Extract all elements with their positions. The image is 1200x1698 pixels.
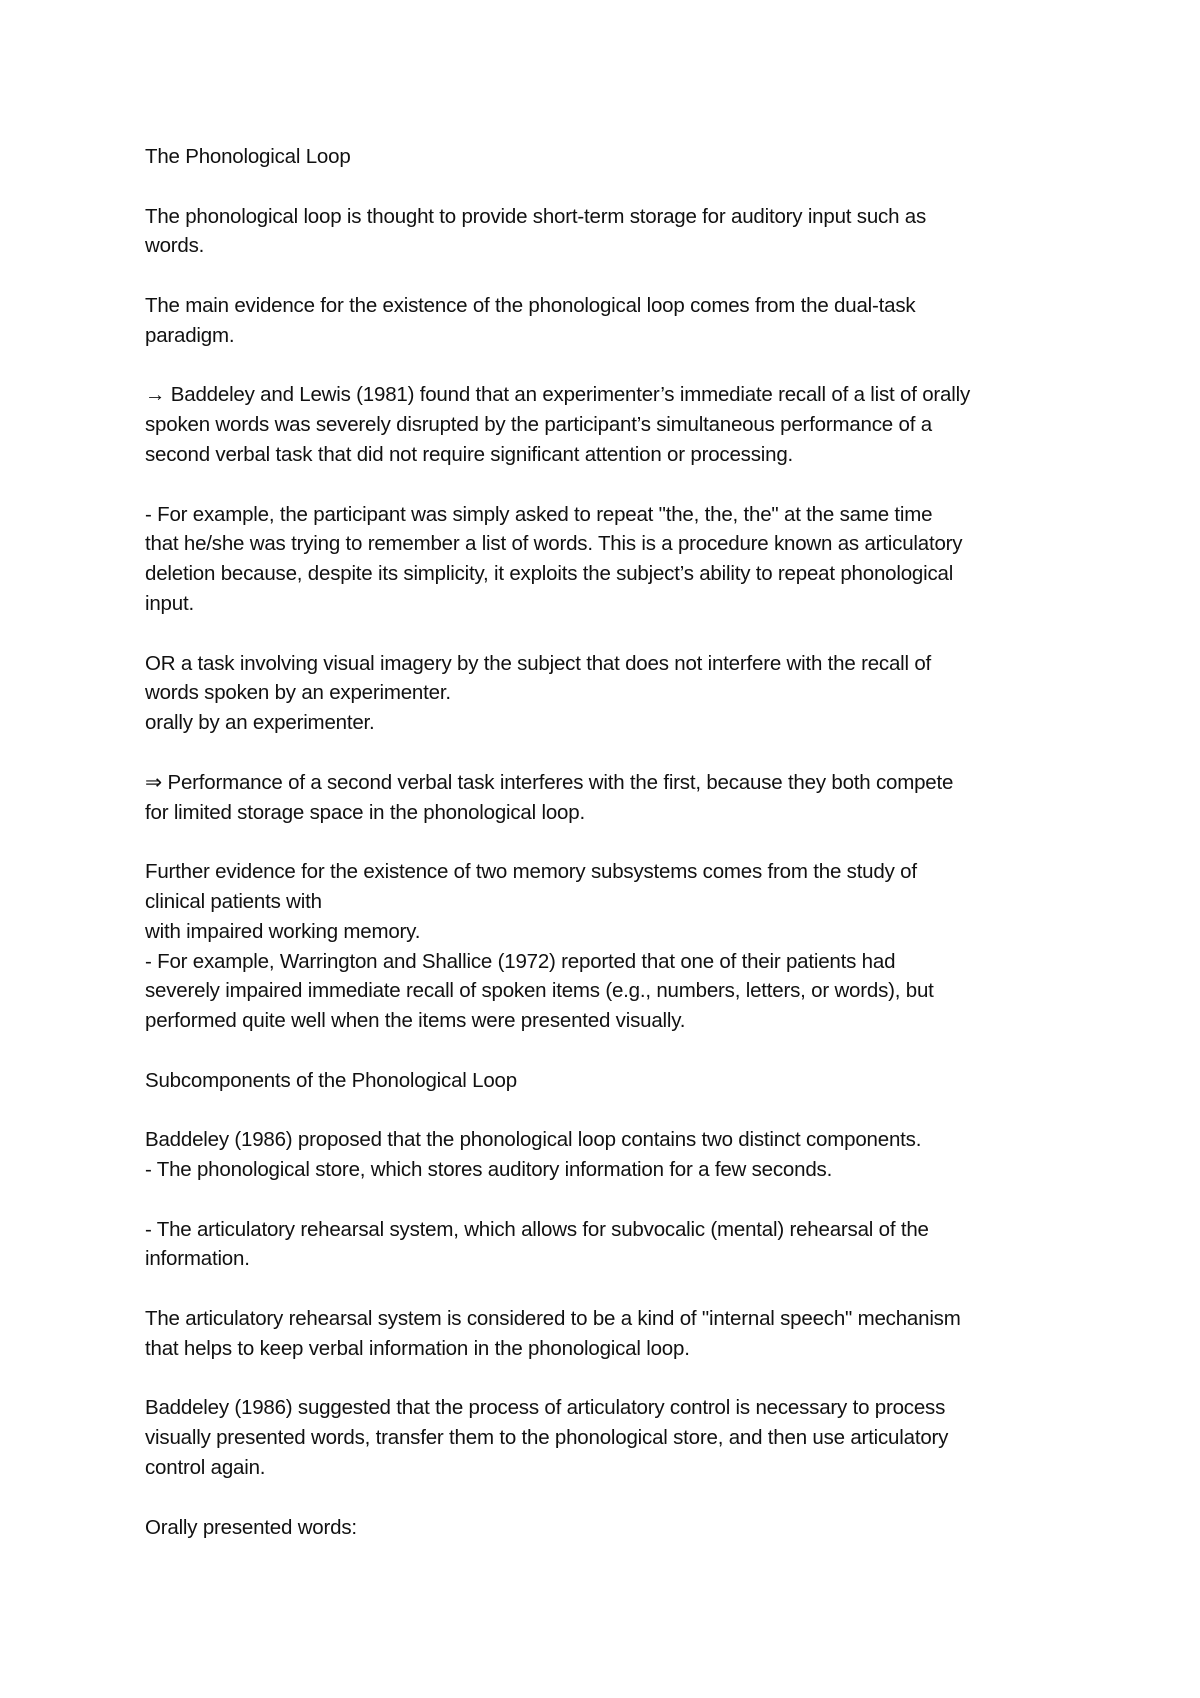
text-line: second verbal task that did not require significant attention or processing.: [145, 442, 794, 466]
text-line: spoken words was severely disrupted by the participant’s simultaneous performance of a: [145, 413, 932, 437]
document-body: [145, 142, 1075, 1542]
text-line: for limited storage space in the phonological loop.: [145, 800, 585, 824]
section-heading: Subcomponents of the Phonological Loop: [145, 1068, 517, 1092]
text-line: that he/she was trying to remember a list of words. This is a procedure known as articulatory: [145, 532, 963, 556]
text-line: - The phonological store, which stores auditory information for a few seconds.: [145, 1158, 833, 1182]
text-line: with impaired working memory.: [145, 919, 421, 943]
text-line: orally by an experimenter.: [145, 711, 375, 735]
text-line: visually presented words, transfer them to the phonological store, and then use articulatory: [145, 1426, 949, 1450]
paragraph-visual-imagery: [145, 649, 1075, 738]
paragraph-baddeley-lewis: [145, 380, 1075, 469]
paragraph-articulatory-control: [145, 1393, 1075, 1482]
paragraph-gap: [145, 351, 1075, 381]
text-line: Baddeley (1986) proposed that the phonological loop contains two distinct components.: [145, 1128, 922, 1152]
text-line: - The articulatory rehearsal system, which allows for subvocalic (mental) rehearsal of the: [145, 1217, 929, 1241]
paragraph-gap: [145, 1364, 1075, 1394]
text-line: information.: [145, 1247, 250, 1271]
text-line: OR a task involving visual imagery by the subject that does not interfere with the recall of: [145, 651, 932, 675]
text-line: - For example, the participant was simply asked to repeat "the, the, the" at the same time: [145, 502, 933, 526]
text-line: The phonological loop is thought to provide short-term storage for auditory input such as: [145, 204, 927, 228]
text-line: that helps to keep verbal information in the phonological loop.: [145, 1336, 690, 1360]
text-line: paradigm.: [145, 323, 235, 347]
paragraph-main-evidence: [145, 291, 1075, 351]
paragraph-gap: [145, 1185, 1075, 1215]
paragraph-gap: [145, 738, 1075, 768]
paragraph-gap: [145, 470, 1075, 500]
text-line: deletion because, despite its simplicity, it exploits the subject’s ability to repeat phonological: [145, 562, 954, 586]
paragraph-definition: [145, 202, 1075, 262]
text-line: ⇒ Performance of a second verbal task interferes with the first, because they both compete: [145, 770, 954, 794]
text-line: → Baddeley and Lewis (1981) found that an experimenter’s immediate recall of a list of orally: [145, 383, 971, 407]
paragraph-gap: [145, 1483, 1075, 1513]
paragraph-gap: [145, 827, 1075, 857]
paragraph-rehearsal-system: [145, 1215, 1075, 1275]
paragraph-internal-speech: [145, 1304, 1075, 1364]
text-line: words spoken by an experimenter.: [145, 681, 451, 705]
text-line: The articulatory rehearsal system is considered to be a kind of "internal speech" mechanism: [145, 1307, 961, 1331]
paragraph-gap: [145, 1274, 1075, 1304]
text-line: - For example, Warrington and Shallice (1972) reported that one of their patients had: [145, 949, 896, 973]
paragraph-conclusion: [145, 768, 1075, 828]
paragraph-gap: [145, 261, 1075, 291]
text-line: words.: [145, 234, 205, 258]
paragraph-gap: [145, 172, 1075, 202]
text-line: Baddeley (1986) suggested that the process of articulatory control is necessary to process: [145, 1396, 946, 1420]
paragraph-further-evidence: [145, 857, 1075, 1036]
text-line: The main evidence for the existence of the phonological loop comes from the dual-task: [145, 293, 916, 317]
text-line: control again.: [145, 1456, 266, 1480]
text-line: performed quite well when the items were presented visually.: [145, 1009, 686, 1033]
text-line: severely impaired immediate recall of spoken items (e.g., numbers, letters, or words), but: [145, 979, 934, 1003]
paragraph-gap: [145, 619, 1075, 649]
orally-presented-heading: Orally presented words:: [145, 1515, 357, 1539]
paragraph-gap: [145, 1096, 1075, 1126]
document-title: The Phonological Loop: [145, 145, 351, 168]
text-line: Further evidence for the existence of two memory subsystems comes from the study of: [145, 860, 917, 884]
text-line: input.: [145, 591, 194, 615]
paragraph-gap: [145, 1036, 1075, 1066]
text-line: clinical patients with: [145, 889, 322, 913]
paragraph-components: [145, 1125, 1075, 1185]
paragraph-articulatory-example: [145, 500, 1075, 619]
